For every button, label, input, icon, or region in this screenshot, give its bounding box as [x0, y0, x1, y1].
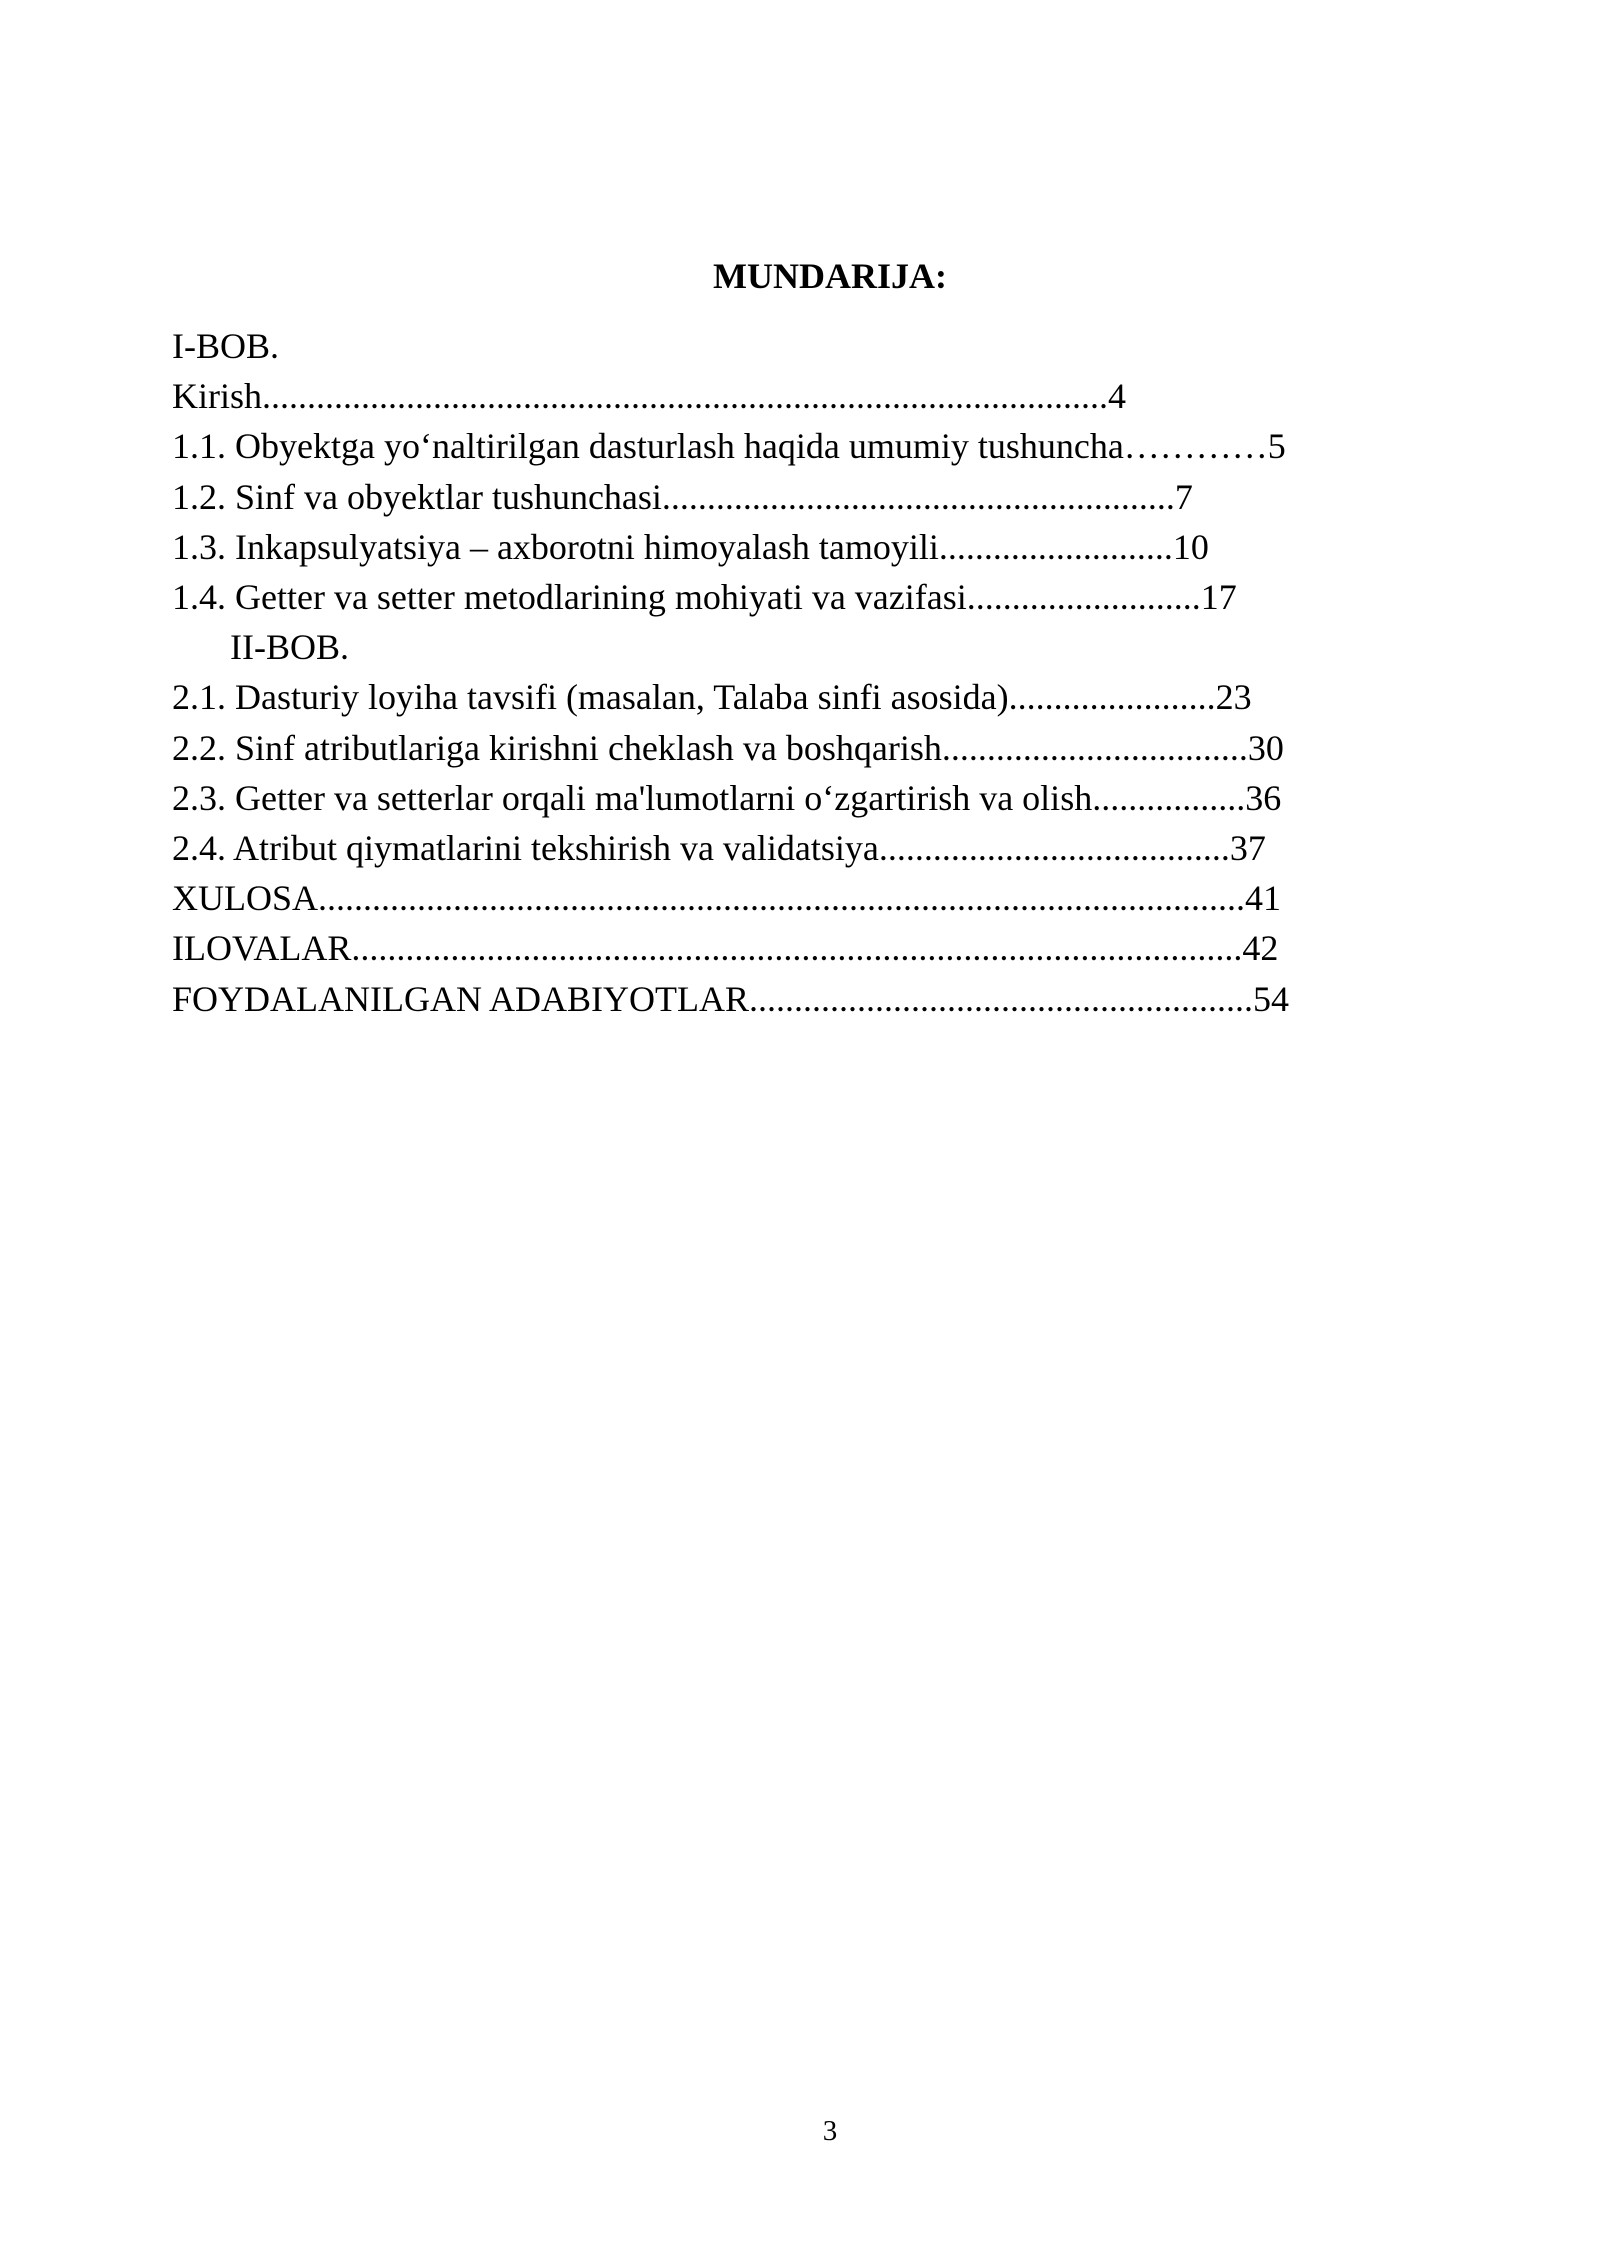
toc-entry-1-4: 1.4. Getter va setter metodlarining mohiyati va vazifasi..........................17 — [172, 577, 1237, 618]
toc-entry-2-2: 2.2. Sinf atributlariga kirishni cheklash va boshqarish..................................30 — [172, 727, 1284, 768]
toc-title: MUNDARIJA: — [713, 256, 947, 296]
toc-chapter-heading-2: II-BOB. — [230, 627, 349, 668]
toc-entry-conclusion: XULOSA.......................................................................................................41 — [172, 878, 1282, 919]
toc-entry-2-1: 2.1. Dasturiy loyiha tavsifi (masalan, Talaba sinfi asosida).......................23 — [172, 677, 1252, 718]
toc-entry-2-3: 2.3. Getter va setterlar orqali ma'lumotlarni o‘zgartirish va olish.................36 — [172, 777, 1282, 818]
toc-entry-2-4: 2.4. Atribut qiymatlarini tekshirish va validatsiya.......................................37 — [172, 828, 1266, 869]
page-number: 3 — [822, 2115, 838, 2147]
toc-entry-appendices: ILOVALAR...................................................................................................42 — [172, 928, 1279, 969]
toc-entry-1-3: 1.3. Inkapsulyatsiya – axborotni himoyalash tamoyili..........................10 — [172, 526, 1209, 567]
table-of-contents — [172, 321, 1289, 1024]
toc-entry-references: FOYDALANILGAN ADABIYOTLAR........................................................54 — [172, 978, 1289, 1019]
toc-entry-introduction: Kirish..............................................................................................4 — [172, 376, 1126, 417]
toc-chapter-heading-1: I-BOB. — [172, 326, 279, 366]
toc-entry-1-1: 1.1. Obyektga yo‘naltirilgan dasturlash haqida umumiy tushuncha…………5 — [172, 426, 1286, 467]
toc-entry-1-2: 1.2. Sinf va obyektlar tushunchasi.........................................................7 — [172, 476, 1193, 517]
